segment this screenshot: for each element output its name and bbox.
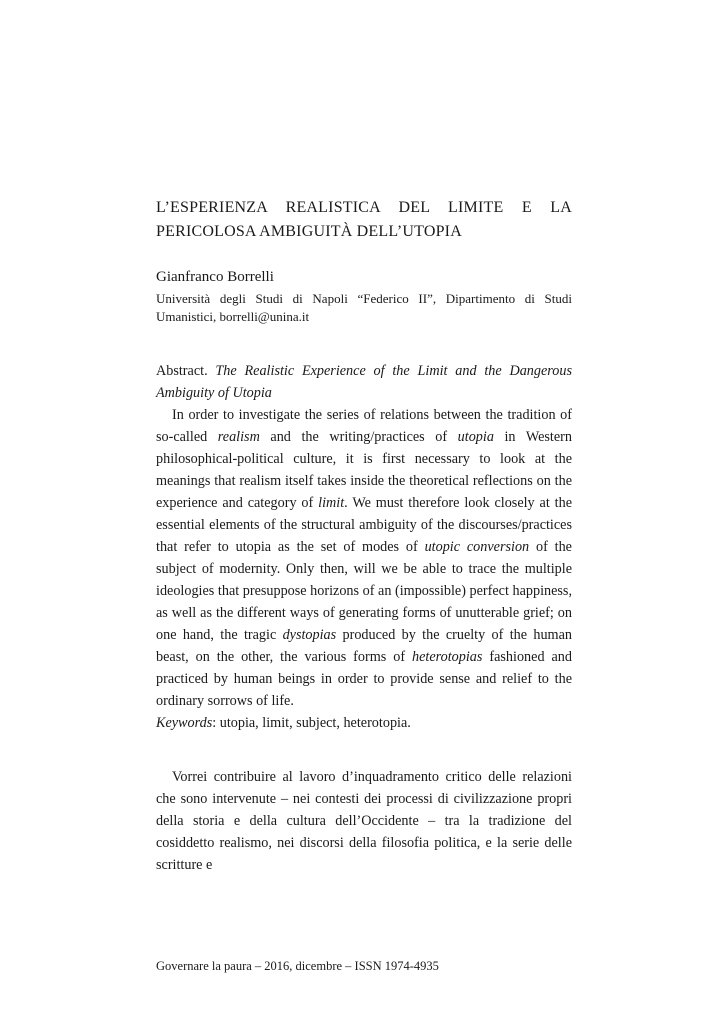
abstract-text-3: in Western philosophical-political culture, it is first necessary to look at the meanings that realism itself takes inside the theoretical reflections on the experience and category of bbox=[156, 429, 572, 511]
abstract-text-2: and the writing/practices of bbox=[259, 429, 458, 445]
author-affiliation: Università degli Studi di Napoli “Federico II”, Dipartimento di Studi Umanistici, borrelli@unina.it bbox=[156, 291, 572, 324]
keywords-label: Keywords bbox=[156, 715, 213, 731]
paper-page bbox=[156, 0, 572, 1024]
abstract-body bbox=[156, 404, 572, 712]
abstract-text-5: of the subject of modernity. Only then, will we be able to trace the multiple ideologies that presuppose horizons of an (impossible) perfect happiness, as well as the different ways of generating forms of unutterable grief; on one hand, the tragic bbox=[156, 539, 572, 643]
abstract-text-1: In order to investigate the series of relations between the tradition of so-called bbox=[156, 407, 572, 445]
abstract-term-limit: limit bbox=[318, 495, 345, 511]
abstract-term-utopic-conversion: utopic conversion bbox=[424, 539, 530, 555]
abstract-term-heterotopias: heterotopias bbox=[412, 649, 483, 665]
author-name: Gianfranco Borrelli bbox=[156, 269, 274, 285]
abstract-term-realism: realism bbox=[217, 429, 260, 445]
abstract-label: Abstract. bbox=[156, 363, 208, 379]
abstract-section bbox=[156, 360, 572, 734]
abstract-heading bbox=[156, 360, 572, 404]
keywords-list: : utopia, limit, subject, heterotopia. bbox=[212, 715, 411, 731]
abstract-term-utopia: utopia bbox=[457, 429, 494, 445]
abstract-text-7: fashioned and practiced by human beings in order to provide sense and relief to the ordinary sorrows of life. bbox=[156, 649, 572, 709]
abstract-term-dystopias: dystopias bbox=[282, 627, 337, 643]
abstract-english-title: The Realistic Experience of the Limit and the Dangerous Ambiguity of Utopia bbox=[156, 363, 572, 401]
keywords-line bbox=[156, 712, 572, 734]
intro-paragraph: Vorrei contribuire al lavoro d’inquadramento critico delle relazioni che sono intervenute – nei contesti dei processi di civilizzazione propri della storia e della cultura dell’Occidente – tra la tradizione del cosiddetto realismo, nei discorsi della filosofia politica, e la serie delle scritture e bbox=[156, 769, 572, 873]
abstract-text-6: produced by the cruelty of the human beast, on the other, the various forms of bbox=[156, 627, 572, 665]
journal-footer: Governare la paura – 2016, dicembre – ISSN 1974-4935 bbox=[156, 959, 439, 973]
abstract-text-4: . We must therefore look closely at the essential elements of the structural ambiguity of the discourses/practices that refer to utopia as the set of modes of bbox=[156, 495, 572, 555]
article-title: L’ESPERIENZA REALISTICA DEL LIMITE E LA PERICOLOSA AMBIGUITÀ DELL’UTOPIA bbox=[156, 199, 572, 240]
